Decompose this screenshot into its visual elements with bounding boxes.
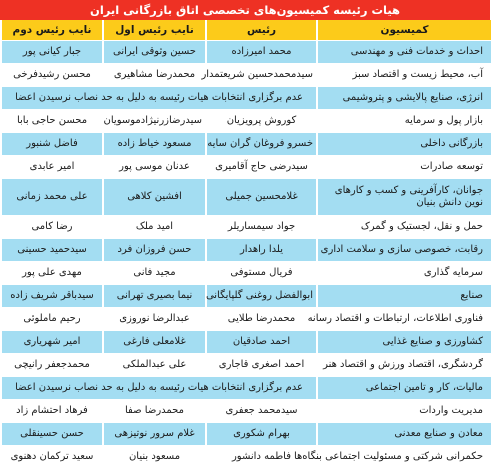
first-vice-chair-cell: مجید فانی [103, 262, 206, 285]
table-row [1, 64, 491, 87]
header-second-vice-chair: نایب رئیس دوم [1, 20, 103, 41]
table-row [1, 239, 491, 262]
commission-cell: صنایع [317, 285, 491, 308]
table-row [1, 262, 491, 285]
commission-cell: احداث و خدمات فنی و مهندسی [317, 41, 491, 64]
table-row [1, 354, 491, 377]
no-election-note: عدم برگزاری انتخابات هیات رئیسه به دلیل به حد نصاب نرسیدن اعضا [1, 87, 317, 110]
second-vice-chair-cell: رحیم ماملوئی [1, 308, 103, 331]
table-row [1, 423, 491, 446]
chair-cell: سیدمحمد جعفری [206, 400, 317, 423]
table-row [1, 285, 491, 308]
chair-cell: فریال مستوفی [206, 262, 317, 285]
table-row [1, 87, 491, 110]
table-row [1, 110, 491, 133]
header-commission: کمیسیون [317, 20, 491, 41]
first-vice-chair-cell: غلام سرور نوتیزهی [103, 423, 206, 446]
first-vice-chair-cell: عبدالرضا نوروزی [103, 308, 206, 331]
second-vice-chair-cell: محمدجعفر رانیچی [1, 354, 103, 377]
second-vice-chair-cell: علی محمد زمانی [1, 179, 103, 216]
first-vice-chair-cell: حسین وثوقی ایرانی [103, 41, 206, 64]
first-vice-chair-cell: غلامعلی فارغی [103, 331, 206, 354]
second-vice-chair-cell: سعید ترکمان دهنوی [1, 446, 103, 469]
first-vice-chair-cell: حسن فروزان فرد [103, 239, 206, 262]
commission-cell: توسعه صادرات [317, 156, 491, 179]
table-row [1, 41, 491, 64]
table-row [1, 133, 491, 156]
commission-cell: حمل و نقل، لجستیک و گمرک [317, 216, 491, 239]
second-vice-chair-cell: رضا کامی [1, 216, 103, 239]
second-vice-chair-cell: سیدحمید حسینی [1, 239, 103, 262]
table-row [1, 179, 491, 216]
second-vice-chair-cell: امیر شهریاری [1, 331, 103, 354]
commission-cell: جوانان، کارآفرینی و کسب و کارهای نوین دانش بنیان [317, 179, 491, 216]
second-vice-chair-cell: حسن حسینقلی [1, 423, 103, 446]
table-row [1, 216, 491, 239]
table-row [1, 156, 491, 179]
commission-cell: مدیریت واردات [317, 400, 491, 423]
first-vice-chair-cell: عدنان موسی پور [103, 156, 206, 179]
commission-cell: کشاورزی و صنایع غذایی [317, 331, 491, 354]
table-row [1, 377, 491, 400]
second-vice-chair-cell: محسن حاجی بابا [1, 110, 103, 133]
commission-cell: فناوری اطلاعات، ارتباطات و اقتصاد رسانه [317, 308, 491, 331]
chair-cell: غلامحسین جمیلی [206, 179, 317, 216]
second-vice-chair-cell: مهدی علی پور [1, 262, 103, 285]
second-vice-chair-cell: محسن رشیدفرخی [1, 64, 103, 87]
chair-cell: ابوالفضل روغنی گلپایگانی [206, 285, 317, 308]
chair-cell: محمد امیرزاده [206, 41, 317, 64]
chair-cell: سیدرضی حاج آقامیری [206, 156, 317, 179]
table-row [1, 400, 491, 423]
chair-cell: بهرام شکوری [206, 423, 317, 446]
first-vice-chair-cell: نیما بصیری تهرانی [103, 285, 206, 308]
chair-cell: محمدرضا طلایی [206, 308, 317, 331]
commission-cell: انرژی، صنایع پالایشی و پتروشیمی [317, 87, 491, 110]
second-vice-chair-cell: سیدباقر شریف زاده [1, 285, 103, 308]
second-vice-chair-cell: فرهاد احتشام زاد [1, 400, 103, 423]
page-title: هیات رئیسه کمیسیون‌های تخصصی اتاق بازرگانی ایران [0, 0, 490, 20]
table-header-row [1, 20, 491, 41]
commission-cell: رقابت، خصوصی سازی و سلامت اداری [317, 239, 491, 262]
first-vice-chair-cell: سیدرضازرنیژادموسویان [103, 110, 206, 133]
no-election-note: عدم برگزاری انتخابات هیات رئیسه به دلیل به حد نصاب نرسیدن اعضا [1, 377, 317, 400]
commission-cell: مالیات، کار و تامین اجتماعی [317, 377, 491, 400]
commission-cell: بازار پول و سرمایه [317, 110, 491, 133]
chair-cell: احمد صادقیان [206, 331, 317, 354]
commission-cell: آب، محیط زیست و اقتصاد سبز [317, 64, 491, 87]
chair-cell: جواد سیمساریلر [206, 216, 317, 239]
commission-cell: بازرگانی داخلی [317, 133, 491, 156]
table-row [1, 331, 491, 354]
chair-cell: کوروش پرویزیان [206, 110, 317, 133]
table-row [1, 446, 491, 469]
header-chair: رئیس [206, 20, 317, 41]
commission-cell: حکمرانی شرکتی و مسئولیت اجتماعی بنگاه‌ها [317, 446, 491, 469]
chair-cell: احمد اصغری قاجاری [206, 354, 317, 377]
chair-cell: یلدا راهدار [206, 239, 317, 262]
second-vice-chair-cell: فاضل شنبور [1, 133, 103, 156]
first-vice-chair-cell: مسعود خیاط زاده [103, 133, 206, 156]
table-row [1, 308, 491, 331]
header-first-vice-chair: نایب رئیس اول [103, 20, 206, 41]
chair-cell: فاطمه دانشور [206, 446, 317, 469]
first-vice-chair-cell: علی عبدالملکی [103, 354, 206, 377]
second-vice-chair-cell: جبار کیانی پور [1, 41, 103, 64]
commission-cell: گردشگری، اقتصاد ورزش و اقتصاد هنر [317, 354, 491, 377]
chair-cell: خسرو فروغان گران سایه [206, 133, 317, 156]
first-vice-chair-cell: امید ملک [103, 216, 206, 239]
commission-cell: سرمایه گذاری [317, 262, 491, 285]
first-vice-chair-cell: محمدرضا مشاهیری [103, 64, 206, 87]
commissions-table [0, 20, 491, 469]
commission-cell: معادن و صنایع معدنی [317, 423, 491, 446]
first-vice-chair-cell: محمدرضا صفا [103, 400, 206, 423]
first-vice-chair-cell: افشین کلاهی [103, 179, 206, 216]
chair-cell: سیدمحمدحسین شریعتمدار [206, 64, 317, 87]
second-vice-chair-cell: امیر عابدی [1, 156, 103, 179]
first-vice-chair-cell: مسعود بنیان [103, 446, 206, 469]
